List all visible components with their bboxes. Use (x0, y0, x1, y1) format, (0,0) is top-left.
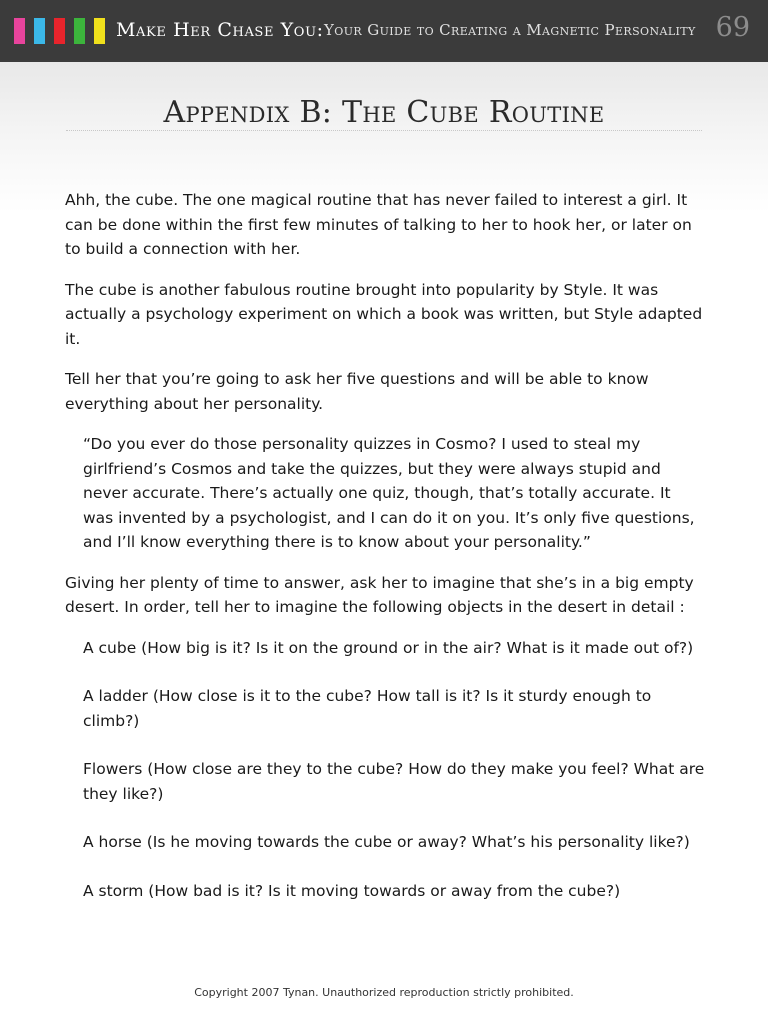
list-item-ladder: A ladder (How close is it to the cube? How tall is it? Is it sturdy enough to climb?) (83, 687, 652, 730)
paragraph-instruction: Tell her that you’re going to ask her five questions and will be able to know everything about her personality. (65, 370, 649, 413)
swatch-blue (34, 18, 45, 44)
book-subtitle: Your Guide to Creating a Magnetic Personality (324, 21, 696, 39)
title-divider (66, 130, 702, 131)
swatch-pink (14, 18, 25, 44)
list-item-storm: A storm (How bad is it? Is it moving towards or away from the cube?) (83, 881, 621, 900)
blockquote-script: “Do you ever do those personality quizzes in Cosmo? I used to steal my girlfriend’s Cosmos and take the quizzes, but they were always stupid and never accurate. There’s actually one quiz, though, that’s totally accurate. It was invented by a psychologist, and I can do it on you. It’s only five questions, and I’ll know everything there is to know about your personality.” (83, 435, 695, 551)
body-text (65, 188, 705, 927)
copyright-footer: Copyright 2007 Tynan. Unauthorized reproduction strictly prohibited. (194, 986, 574, 999)
swatch-green (74, 18, 85, 44)
list-item-flowers: Flowers (How close are they to the cube? How do they make you feel? What are they like?) (83, 760, 705, 803)
list-item-horse: A horse (Is he moving towards the cube or away? What’s his personality like?) (83, 833, 690, 851)
paragraph-desert: Giving her plenty of time to answer, ask her to imagine that she’s in a big empty desert. In order, tell her to imagine the following objects in the desert in detail : (65, 573, 694, 616)
page-number: 69 (715, 12, 750, 43)
book-title: Make Her Chase You: (116, 19, 324, 41)
paragraph-intro: Ahh, the cube. The one magical routine that has never failed to interest a girl. It can be done within the first few minutes of talking to her to hook her, or later on to build a connection with her. (65, 191, 692, 258)
list-item-cube: A cube (How big is it? Is it on the ground or in the air? What is it made out of?) (83, 638, 694, 657)
swatch-red (54, 18, 65, 44)
page-header (0, 0, 768, 62)
paragraph-origin: The cube is another fabulous routine brought into popularity by Style. It was actually a psychology experiment on which a book was written, but Style adapted it. (65, 280, 703, 348)
chapter-title: Appendix B: The Cube Routine (163, 95, 605, 130)
swatch-yellow (94, 18, 105, 44)
